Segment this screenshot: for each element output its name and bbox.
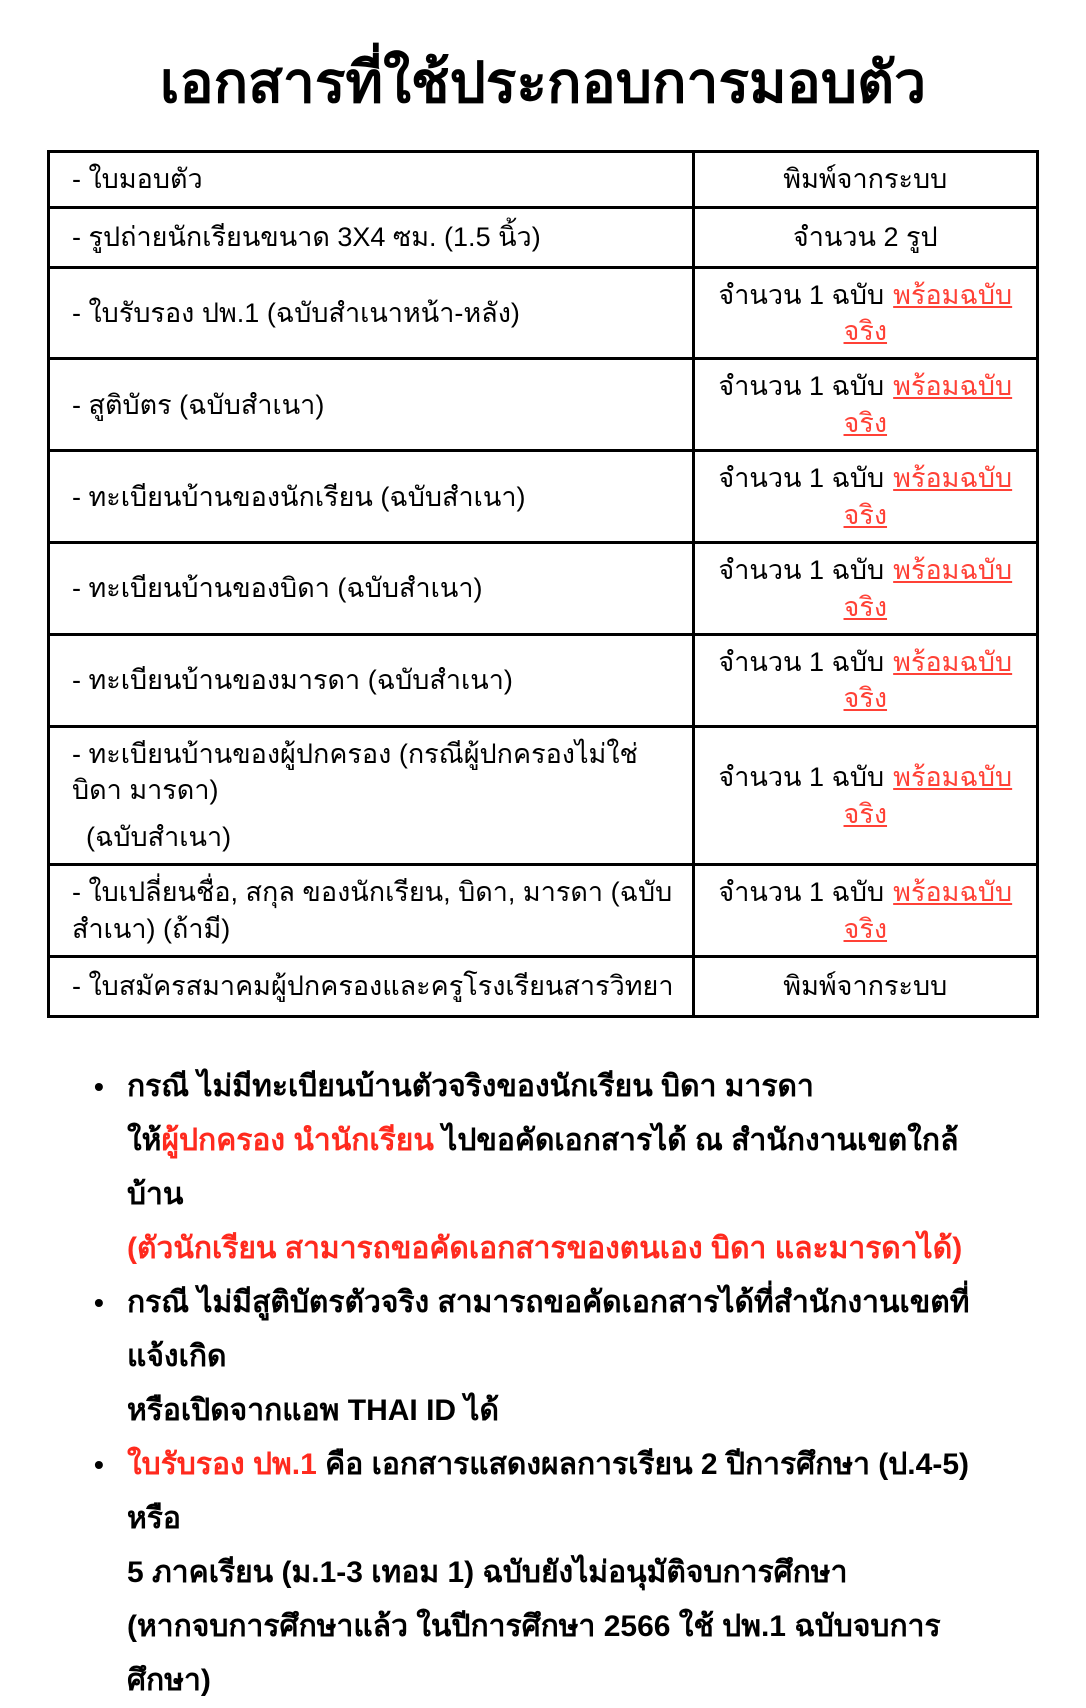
table-row xyxy=(49,359,1038,451)
note-text: กรณี ไม่มีทะเบียนบ้านตัวจริงของนักเรียน บิดา มารดา xyxy=(127,1070,814,1104)
note-item xyxy=(94,1060,1014,1276)
document-name-text: - ทะเบียนบ้านของผู้ปกครอง (กรณีผู้ปกครองไม่ใช่บิดา มารดา) xyxy=(72,738,638,806)
table-row xyxy=(49,957,1038,1017)
quantity-text: จำนวน 1 ฉบับ xyxy=(718,555,885,586)
note-text: กรณี ไม่มีสูติบัตรตัวจริง สามารถขอคัดเอกสารได้ที่สำนักงานเขตที่แจ้งเกิด xyxy=(127,1286,970,1374)
table-row xyxy=(49,635,1038,727)
note-line xyxy=(127,1600,1014,1708)
notes-section xyxy=(94,1060,1014,1708)
quantity-cell xyxy=(693,267,1037,359)
quantity-cell xyxy=(693,635,1037,727)
document-name-cell xyxy=(49,359,694,451)
original-required-emphasis: พร้อมฉบับจริง xyxy=(843,463,1013,530)
note-line xyxy=(127,1114,1014,1222)
document-name-text: - ใบรับรอง ปพ.1 (ฉบับสำเนาหน้า-หลัง) xyxy=(72,297,520,328)
table-row xyxy=(49,726,1038,864)
document-name-cell xyxy=(49,267,694,359)
table-row xyxy=(49,207,1038,267)
note-lines xyxy=(127,1060,1014,1276)
quantity-text: พิมพ์จากระบบ xyxy=(783,971,948,1002)
quantity-text: จำนวน 1 ฉบับ xyxy=(718,279,885,310)
quantity-cell xyxy=(693,359,1037,451)
note-text: หรือเปิดจากแอพ THAI ID ได้ xyxy=(127,1394,499,1428)
note-item xyxy=(94,1438,1014,1708)
document-name-text-line2: (ฉบับสำเนา) xyxy=(86,821,232,852)
note-line xyxy=(127,1222,1014,1276)
quantity-cell xyxy=(693,543,1037,635)
note-lines xyxy=(127,1276,1014,1438)
note-text-red: ใบรับรอง ปพ.1 xyxy=(127,1448,317,1482)
document-name-cell xyxy=(49,451,694,543)
original-required-emphasis: พร้อมฉบับจริง xyxy=(843,555,1013,622)
quantity-text: จำนวน 2 รูป xyxy=(792,221,938,252)
document-name-text: - ใบมอบตัว xyxy=(72,164,203,195)
note-line xyxy=(127,1438,1014,1546)
note-text: ไปขอคัดเอกสารได้ ณ สำนักงานเขตใกล้บ้าน xyxy=(127,1124,959,1212)
table-row xyxy=(49,543,1038,635)
quantity-text: จำนวน 1 ฉบับ xyxy=(718,647,885,678)
bullet-icon: • xyxy=(94,1287,104,1319)
note-line xyxy=(127,1546,1014,1600)
document-name-cell xyxy=(49,726,694,864)
table-row xyxy=(49,267,1038,359)
note-text-red: (ตัวนักเรียน สามารถขอคัดเอกสารของตนเอง บิดา และมารดาได้) xyxy=(127,1232,963,1266)
quantity-cell xyxy=(693,207,1037,267)
document-name-text: - ทะเบียนบ้านของนักเรียน (ฉบับสำเนา) xyxy=(72,481,526,512)
document-name-cell xyxy=(49,865,694,957)
note-line xyxy=(127,1384,1014,1438)
table-row xyxy=(49,152,1038,207)
document-name-text: - สูติบัตร (ฉบับสำเนา) xyxy=(72,389,325,420)
quantity-cell xyxy=(693,152,1037,207)
document-name-cell xyxy=(49,207,694,267)
note-text: 5 ภาคเรียน (ม.1-3 เทอม 1) ฉบับยังไม่อนุมัติจบการศึกษา xyxy=(127,1556,848,1590)
quantity-text: จำนวน 1 ฉบับ xyxy=(718,463,885,494)
document-name-text: - ทะเบียนบ้านของบิดา (ฉบับสำเนา) xyxy=(72,573,483,604)
document-name-cell xyxy=(49,543,694,635)
original-required-emphasis: พร้อมฉบับจริง xyxy=(843,647,1013,714)
quantity-text: จำนวน 1 ฉบับ xyxy=(718,371,885,402)
quantity-text: จำนวน 1 ฉบับ xyxy=(718,877,885,908)
original-required-emphasis: พร้อมฉบับจริง xyxy=(843,877,1013,944)
bullet-icon: • xyxy=(94,1449,104,1481)
document-name-text: - รูปถ่ายนักเรียนขนาด 3X4 ซม. (1.5 นิ้ว) xyxy=(72,221,541,252)
table-row xyxy=(49,865,1038,957)
quantity-text: พิมพ์จากระบบ xyxy=(783,164,948,195)
document-name-text: - ทะเบียนบ้านของมารดา (ฉบับสำเนา) xyxy=(72,665,513,696)
note-item xyxy=(94,1276,1014,1438)
page-title: เอกสารที่ใช้ประกอบการมอบตัว xyxy=(159,51,927,115)
note-text-red: ผู้ปกครอง นำนักเรียน xyxy=(161,1124,434,1158)
note-lines xyxy=(127,1438,1014,1708)
original-required-emphasis: พร้อมฉบับจริง xyxy=(843,279,1013,346)
note-text: ให้ xyxy=(127,1124,162,1158)
document-page xyxy=(0,46,1086,1698)
bullet-icon: • xyxy=(94,1071,104,1103)
quantity-cell xyxy=(693,726,1037,864)
note-text: (หากจบการศึกษาแล้ว ในปีการศึกษา 2566 ใช้ ปพ.1 ฉบับจบการศึกษา) xyxy=(127,1610,941,1698)
table-row xyxy=(49,451,1038,543)
documents-table-body xyxy=(49,152,1038,1017)
document-name-cell xyxy=(49,635,694,727)
document-name-text: - ใบเปลี่ยนชื่อ, สกุล ของนักเรียน, บิดา, มารดา (ฉบับสำเนา) (ถ้ามี) xyxy=(72,877,673,944)
document-name-text: - ใบสมัครสมาคมผู้ปกครองและครูโรงเรียนสารวิทยา xyxy=(72,971,674,1002)
documents-table xyxy=(47,150,1039,1018)
quantity-cell xyxy=(693,865,1037,957)
original-required-emphasis: พร้อมฉบับจริง xyxy=(843,371,1013,438)
document-name-cell xyxy=(49,152,694,207)
document-name-cell xyxy=(49,957,694,1017)
quantity-text: จำนวน 1 ฉบับ xyxy=(718,762,885,793)
original-required-emphasis: พร้อมฉบับจริง xyxy=(843,762,1013,829)
note-line xyxy=(127,1276,1014,1384)
quantity-cell xyxy=(693,451,1037,543)
note-text: คือ เอกสารแสดงผลการเรียน 2 ปีการศึกษา (ป.4-5) หรือ xyxy=(127,1448,969,1536)
quantity-cell xyxy=(693,957,1037,1017)
note-line xyxy=(127,1060,1014,1114)
